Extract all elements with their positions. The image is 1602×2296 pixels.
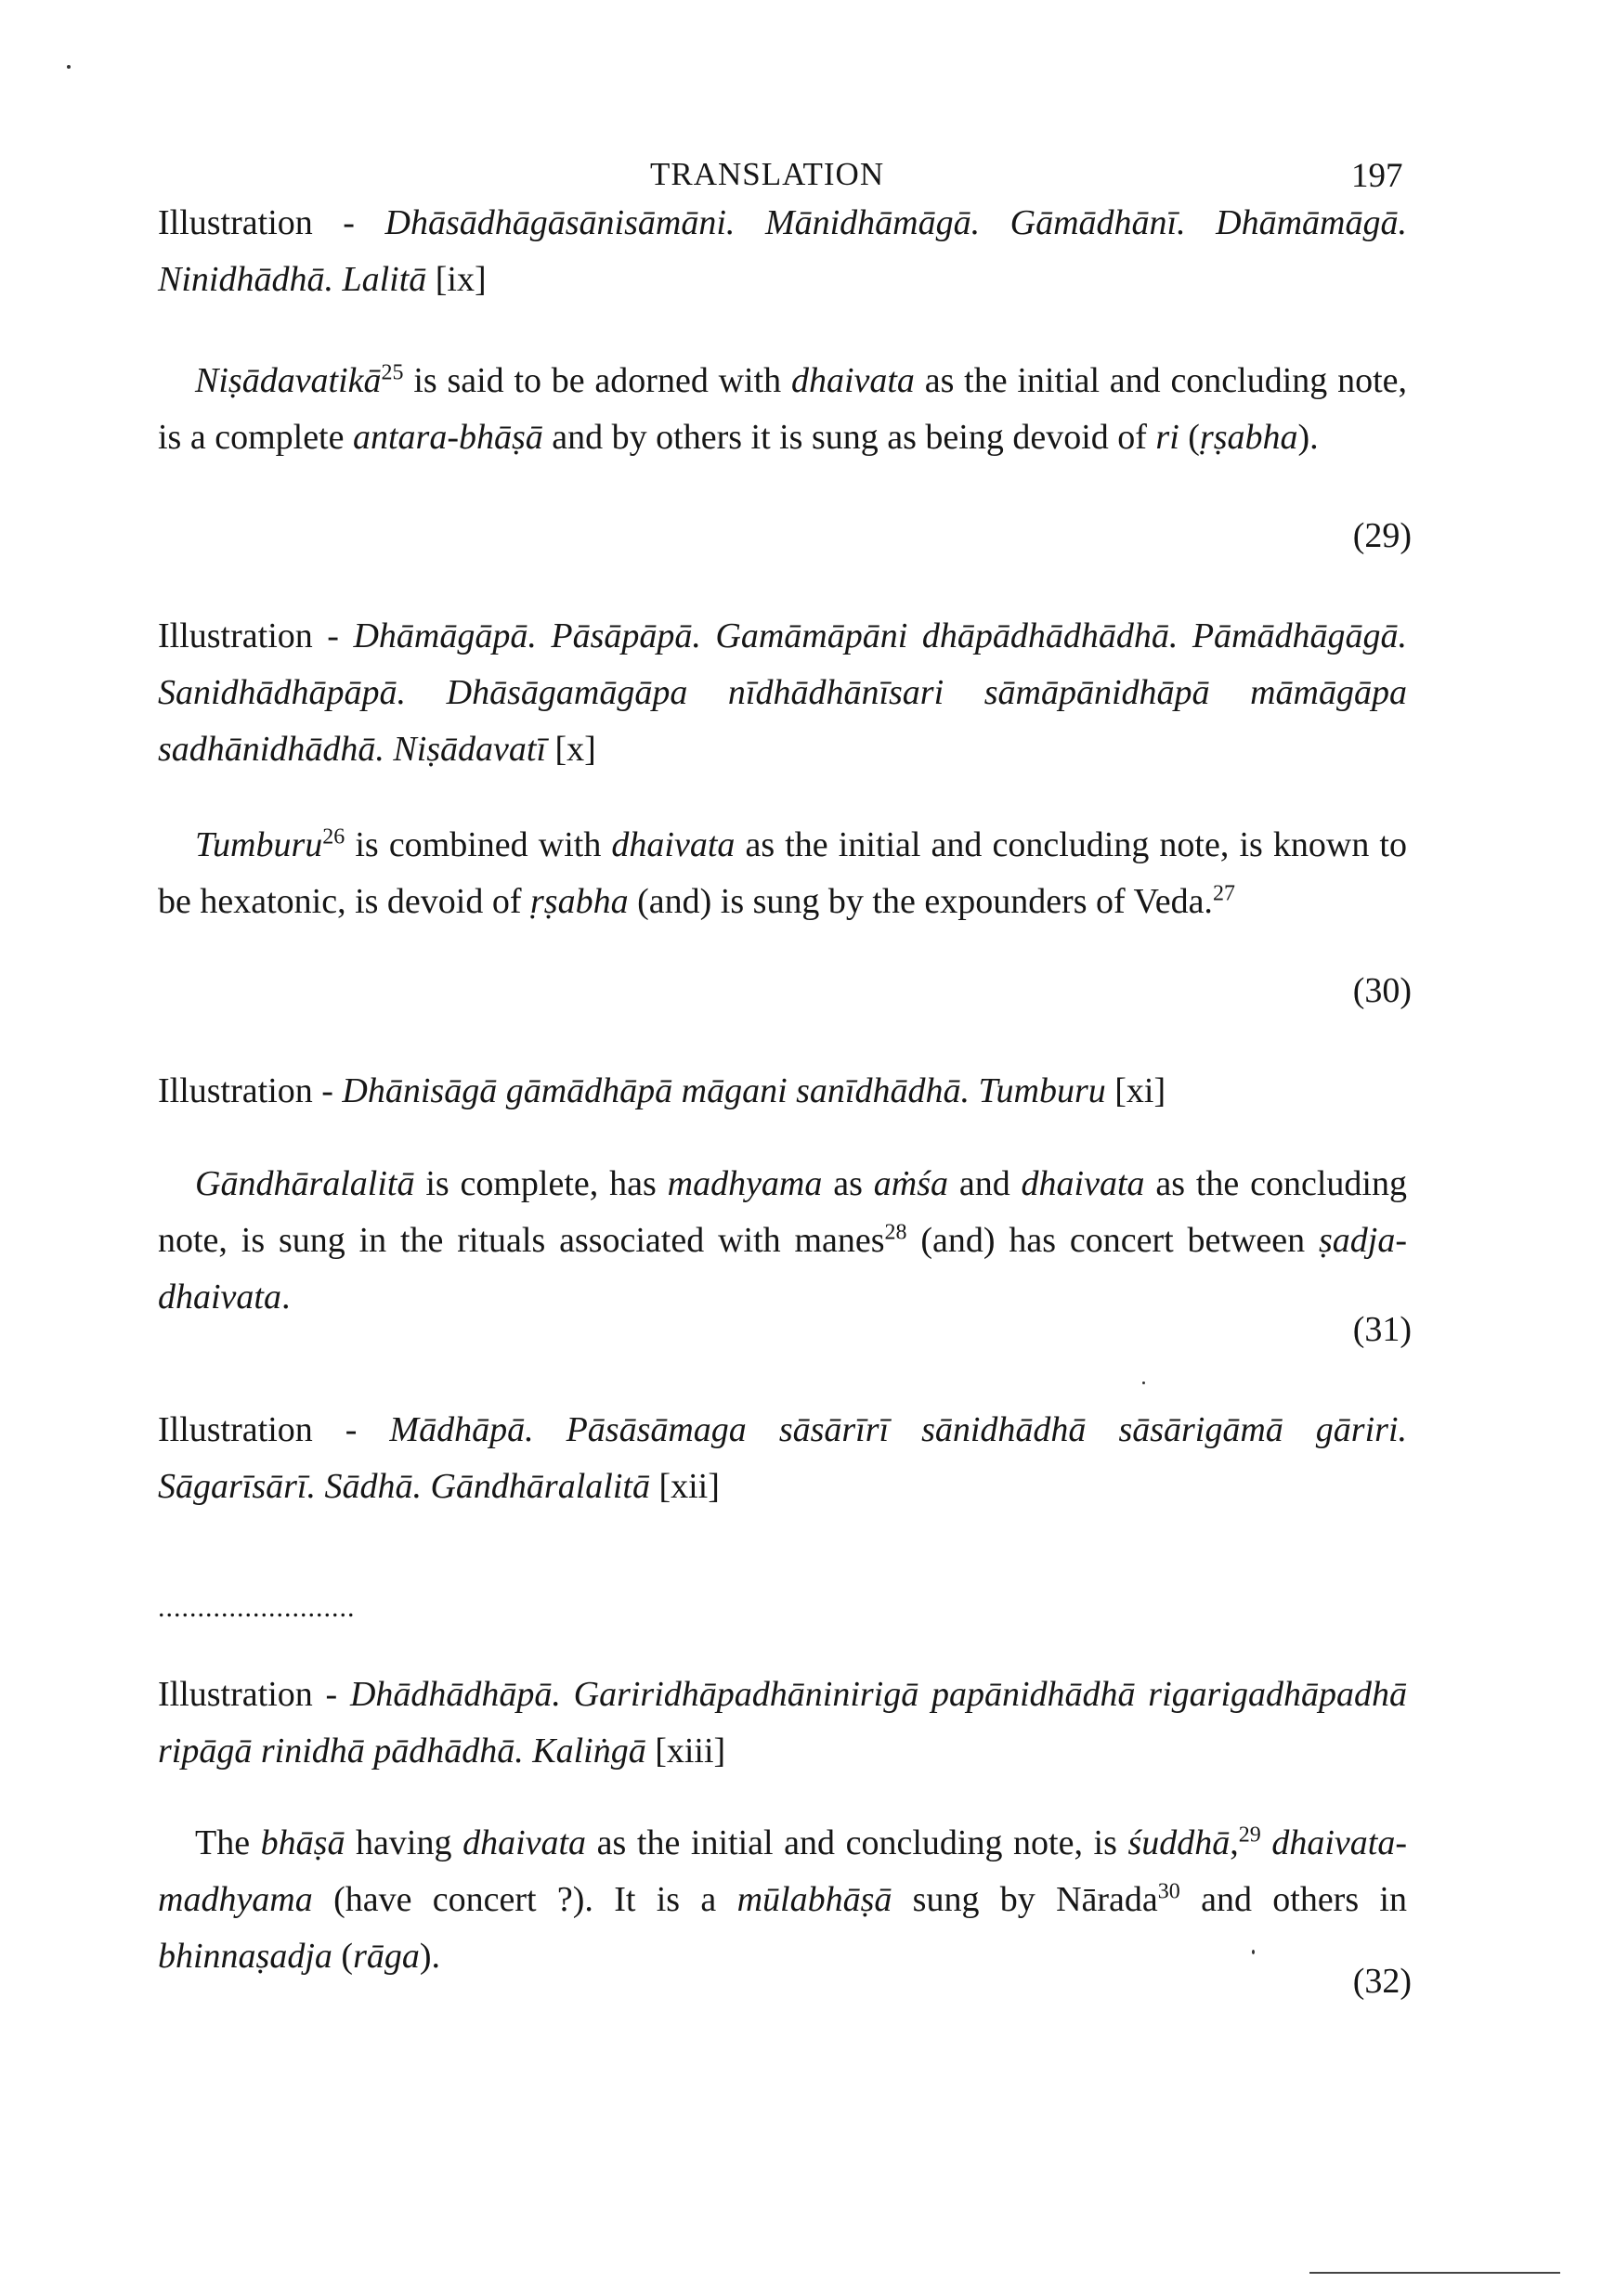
illustration-lead: Illustration - (158, 1675, 350, 1714)
illustration-number: [xi] (1114, 1071, 1166, 1110)
verse-text: . (280, 1278, 291, 1317)
verse-text: having (345, 1823, 463, 1862)
raga-name: Niṣādavatikā (195, 361, 382, 400)
illustration-notation: Dhāsādhāgāsānisāmāni. Mānidhāmāgā. Gāmādhānī. Dhāmāmāgā. Ninidhādhā. Lalitā (158, 203, 1407, 299)
raga-name: Tumburu (195, 825, 323, 864)
running-title: TRANSLATION (650, 156, 885, 192)
illustration-number: [xii] (658, 1467, 720, 1506)
verse-text: as the concluding note, is sung in the rituals associated with manes (158, 1164, 1407, 1260)
illustration-xiii (158, 1667, 1407, 1780)
illustration-number: [ix] (435, 260, 487, 299)
verse-text: , (1230, 1823, 1239, 1862)
term: dhaivata-madhyama (158, 1823, 1408, 1919)
verse-text: as the initial and concluding note, is a complete (158, 361, 1407, 457)
verse-30-text (158, 817, 1407, 930)
illustration-xii (158, 1402, 1407, 1515)
dotted-separator: ......................... (158, 1592, 356, 1623)
illustration-number: [x] (554, 730, 596, 769)
footnote-ref: 27 (1212, 881, 1235, 906)
illustration-ix (158, 195, 1407, 308)
verse-text: ). (1297, 418, 1319, 457)
raga-name: Gāndhāralalitā (195, 1164, 415, 1203)
verse-text: (and) is sung by the expounders of Veda. (628, 882, 1213, 921)
verse-text: ( (332, 1937, 354, 1976)
footnote-ref: 25 (381, 360, 404, 385)
scan-speck (67, 65, 71, 69)
term: rāga (353, 1937, 420, 1976)
term: aṁśa (873, 1164, 948, 1203)
verse-text: is combined with (345, 825, 612, 864)
term: dhaivata (1021, 1164, 1145, 1203)
verse-text: as (822, 1164, 874, 1203)
illustration-notation: Dhāmāgāpā. Pāsāpāpā. Gamāmāpāni dhāpādhādhādhā. Pāmādhāgāgā. Sanidhādhāpāpā. Dhāsāgamāgāpa nīdhādhānīsari sāmāpānidhāpā māmāgāpa sadhānidhādhā. Niṣādavatī (158, 616, 1407, 769)
verse-31-text (158, 1156, 1407, 1326)
verse-text: is complete, has (414, 1164, 668, 1203)
term: dhaivata (790, 361, 915, 400)
illustration-lead: Illustration - (158, 616, 354, 655)
verse-number-29: (29) (1352, 516, 1412, 555)
term: dhaivata (611, 825, 736, 864)
illustration-lead: Illustration - (158, 203, 385, 242)
illustration-lead: Illustration - (158, 1071, 343, 1110)
illustration-xi (158, 1063, 1407, 1120)
footnote-ref: 29 (1238, 1823, 1261, 1848)
term: ṣadja-dhaivata (158, 1221, 1407, 1317)
verse-number-31: (31) (1352, 1310, 1412, 1349)
illustration-number: [xiii] (655, 1732, 726, 1771)
verse-32-text (158, 1815, 1407, 1985)
footnote-ref: 30 (1157, 1879, 1180, 1904)
footnote-ref: 28 (884, 1220, 907, 1245)
verse-text: sung by Nārada (892, 1880, 1158, 1919)
verse-text: and others in (1179, 1880, 1407, 1919)
verse-text: ( (1179, 418, 1200, 457)
illustration-notation: Dhānisāgā gāmādhāpā māgani sanīdhādhā. Tumburu (342, 1071, 1106, 1110)
verse-number-30: (30) (1352, 971, 1412, 1010)
verse-text: as the initial and concluding note, is (586, 1823, 1128, 1862)
term: ri (1155, 418, 1179, 457)
term: ṛṣabha (530, 882, 629, 921)
term: madhyama (667, 1164, 823, 1203)
term: śuddhā (1127, 1823, 1231, 1862)
verse-text: and (947, 1164, 1022, 1203)
scan-speck (1252, 1950, 1255, 1954)
term: ṛṣabha (1199, 418, 1298, 457)
verse-text: is said to be adorned with (403, 361, 791, 400)
verse-text: as the initial and concluding note, is known to be hexatonic, is devoid of (158, 825, 1407, 921)
term: antara-bhāṣā (352, 418, 543, 457)
term: bhāṣā (260, 1823, 345, 1862)
verse-number-32: (32) (1352, 1962, 1412, 2001)
illustration-x (158, 608, 1407, 778)
illustration-lead: Illustration - (158, 1410, 390, 1449)
verse-text: ). (419, 1937, 441, 1976)
page-number: 197 (1351, 157, 1403, 195)
scan-speck (1142, 1381, 1145, 1384)
verse-text: and by others it is sung as being devoid of (542, 418, 1156, 457)
illustration-notation: Dhādhādhāpā. Gariridhāpadhāninirigā papānidhādhā rigarigadhāpadhā ripāgā rinidhā pādhādhā. Kaliṅgā (158, 1675, 1408, 1771)
term: dhaivata (462, 1823, 587, 1862)
verse-text: (have concert ?). It is a (312, 1880, 737, 1919)
scan-edge-line (1309, 2272, 1560, 2274)
verse-text: The (195, 1823, 261, 1862)
term: mūlabhāṣā (736, 1880, 892, 1919)
verse-text: (and) has concert between (906, 1221, 1319, 1260)
verse-29-text (158, 353, 1407, 466)
illustration-notation: Mādhāpā. Pāsāsāmaga sāsārīrī sānidhādhā sāsārigāmā gāriri. Sāgarīsārī. Sādhā. Gāndhāralalitā (158, 1410, 1407, 1506)
footnote-ref: 26 (322, 824, 345, 850)
term: bhinnaṣadja (158, 1937, 332, 1976)
